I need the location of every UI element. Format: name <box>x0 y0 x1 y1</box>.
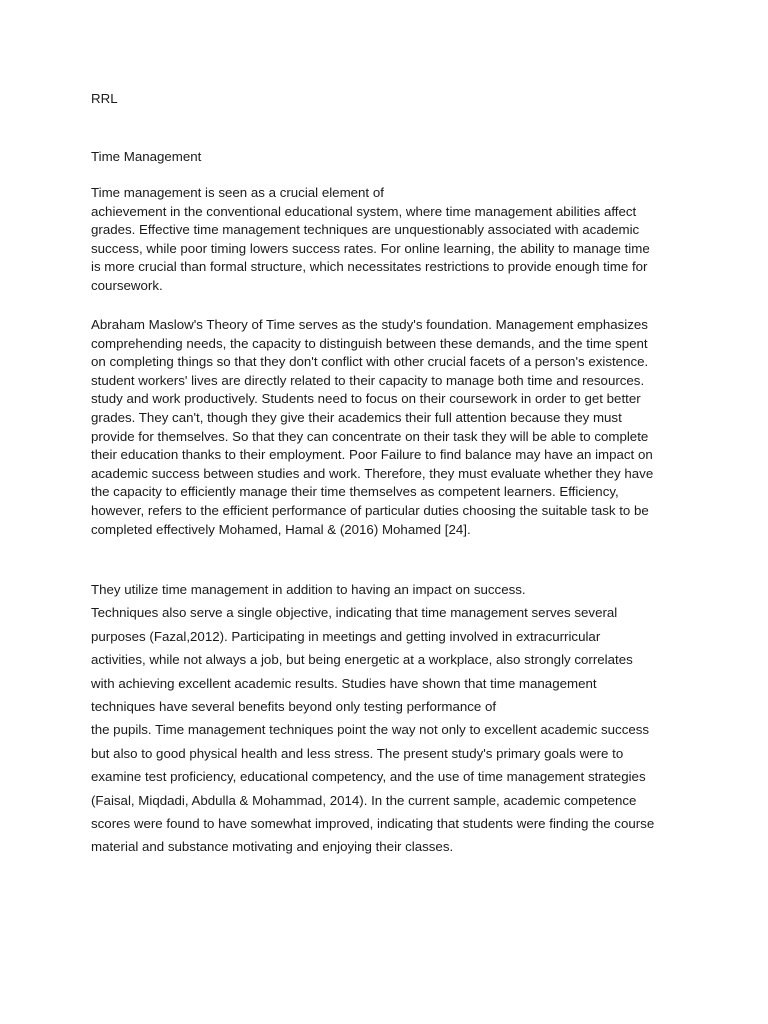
paragraph-time-management-intro <box>91 184 650 296</box>
paragraph-line: (Faisal, Miqdadi, Abdulla & Mohammad, 2014). In the current sample, academic competence <box>91 792 637 808</box>
paragraph-line: grades. They can't, though they give their academics their full attention because they must <box>91 409 622 425</box>
paragraph-line: coursework. <box>91 277 163 293</box>
paragraph-maslow-theory <box>91 316 653 539</box>
paragraph-line: their education thanks to their employment. Poor Failure to find balance may have an impact on <box>91 447 653 463</box>
paragraph-line: grades. Effective time management techniques are unquestionably associated with academic <box>91 222 640 238</box>
paragraph-line: techniques have several benefits beyond only testing performance of <box>91 699 497 715</box>
paragraph-line: Time management is seen as a crucial element of <box>91 185 384 200</box>
paragraph-line: success, while poor timing lowers success rates. For online learning, the ability to manage time <box>91 240 650 256</box>
paragraph-line: academic success between studies and work. Therefore, they must evaluate whether they have <box>91 465 654 481</box>
paragraph-techniques <box>91 578 654 859</box>
paragraph-line: student workers' lives are directly related to their capacity to manage both time and resources. <box>91 372 645 388</box>
document-heading: RRL <box>91 91 118 106</box>
paragraph-line: is more crucial than formal structure, which necessitates restrictions to provide enough time for <box>91 259 648 275</box>
paragraph-line: but also to good physical health and less stress. The present study's primary goals were to <box>91 745 624 761</box>
paragraph-line: with achieving excellent academic results. Studies have shown that time management <box>91 675 597 691</box>
paragraph-line: achievement in the conventional educational system, where time management abilities affect <box>91 203 637 219</box>
paragraph-line: on completing things so that they don't conflict with other crucial facets of a person's existence. <box>91 354 649 370</box>
paragraph-line: activities, while not always a job, but being energetic at a workplace, also strongly correlates <box>91 652 633 668</box>
paragraph-line: provide for themselves. So that they can concentrate on their task they will be able to complete <box>91 428 649 444</box>
paragraph-line: comprehending needs, the capacity to distinguish between these demands, and the time spent <box>91 335 648 351</box>
paragraph-line: They utilize time management in addition to having an impact on success. <box>91 582 526 597</box>
paragraph-line: purposes (Fazal,2012). Participating in meetings and getting involved in extracurricular <box>91 628 601 644</box>
paragraph-line: study and work productively. Students need to focus on their coursework in order to get better <box>91 391 641 407</box>
paragraph-line: completed effectively Mohamed, Hamal & (2016) Mohamed [24]. <box>91 521 471 537</box>
paragraph-line: the pupils. Time management techniques point the way not only to excellent academic success <box>91 722 650 738</box>
paragraph-line: the capacity to efficiently manage their time themselves as competent learners. Efficiency, <box>91 484 619 500</box>
paragraph-line: scores were found to have somewhat improved, indicating that students were finding the course <box>91 816 655 832</box>
paragraph-line: examine test proficiency, educational competency, and the use of time management strategies <box>91 769 646 785</box>
paragraph-line: material and substance motivating and enjoying their classes. <box>91 839 454 855</box>
paragraph-line: however, refers to the efficient performance of particular duties choosing the suitable task to be <box>91 502 649 518</box>
paragraph-line: Abraham Maslow's Theory of Time serves as the study's foundation. Management emphasizes <box>91 317 648 332</box>
paragraph-line: Techniques also serve a single objective, indicating that time management serves several <box>91 605 618 621</box>
section-title: Time Management <box>91 149 202 164</box>
